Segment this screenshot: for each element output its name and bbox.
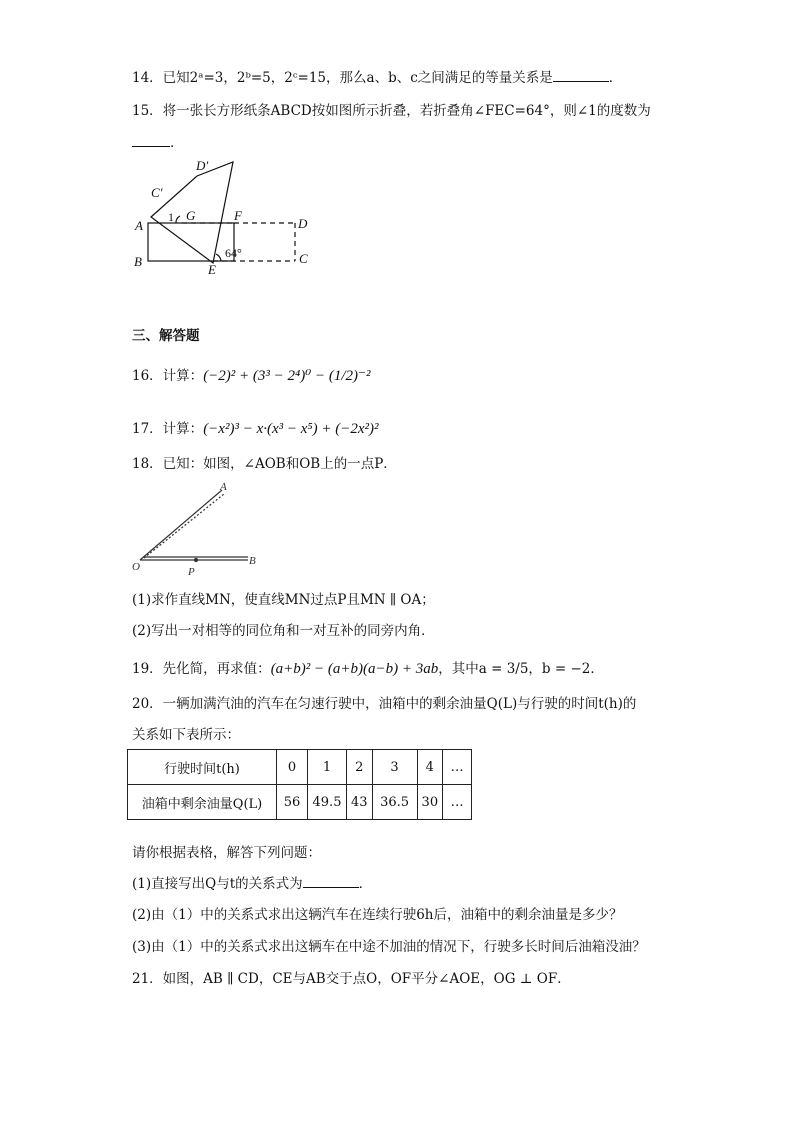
table-cell: 43: [347, 785, 373, 820]
table-cell: 油箱中剩余油量Q(L): [128, 785, 277, 820]
label-B: B: [249, 555, 256, 567]
label-F: F: [234, 208, 242, 223]
q20-part3: (3)由（1）中的关系式求出这辆车在中途不加油的情况下，行驶多长时间后油箱没油？: [132, 939, 646, 955]
q18-part1: (1)求作直线MN，使直线MN过点P且MN ∥ OA；: [132, 592, 435, 608]
q19-expression: (a+b)² − (a+b)(a−b) + 3ab: [270, 661, 439, 677]
table-row: [128, 785, 472, 820]
q15-text: 15．将一张长方形纸条ABCD按如图所示折叠，若折叠角∠FEC=64°，则∠1的度数为: [132, 103, 651, 119]
q20-part2: (2)由（1）中的关系式求出这辆汽车在连续行驶6h后，油箱中的剩余油量是多少？: [132, 907, 623, 923]
q15-answer-blank: [132, 134, 170, 147]
label-B: B: [134, 254, 142, 269]
label-O: O: [132, 561, 140, 573]
table-cell: 0: [277, 750, 308, 785]
q19-condition: ，其中a = 3/5，b = −2．: [438, 661, 604, 677]
ray-OA-shadow: [144, 494, 224, 558]
question-17: [132, 417, 379, 438]
fold-figure: [130, 150, 330, 280]
q15-end: ．: [170, 135, 184, 151]
label-angle: 64°: [225, 246, 242, 260]
q16-expression: (−2)² + (3³ − 2⁴)⁰ − (1/2)⁻²: [203, 368, 371, 384]
label-P: P: [188, 566, 195, 578]
q14-answer-blank: [553, 69, 609, 82]
question-21: 21．如图，AB ∥ CD，CE与AB交于点O，OF平分∠AOE，OG ⊥ OF．: [132, 971, 571, 987]
rectangle-ABFE: [148, 223, 234, 261]
angle-1-arc: [176, 216, 180, 223]
q20-part1-text: (1)直接写出Q与t的关系式为: [132, 876, 303, 892]
table-row: [128, 750, 472, 785]
q16-prefix: 16．计算：: [132, 368, 204, 384]
q15-answer-line: [132, 131, 184, 151]
label-one: 1: [168, 210, 174, 224]
label-A: A: [135, 218, 143, 233]
q18-part2: (2)写出一对相等的同位角和一对互补的同旁内角．: [132, 623, 435, 639]
table-cell: 49.5: [308, 785, 347, 820]
q20-part1: [132, 872, 372, 892]
angle-64-arc: [216, 254, 221, 261]
q17-expression: (−x²)³ − x·(x³ − x⁵) + (−2x²)²: [203, 421, 379, 437]
table-cell: 3: [372, 750, 417, 785]
label-A: A: [220, 481, 227, 493]
fuel-table: [127, 749, 472, 820]
question-20: 20．一辆加满汽油的汽车在匀速行驶中，油箱中的剩余油量Q(L)与行驶的时间t(h)的: [132, 696, 637, 712]
q20-part1-end: ．: [358, 876, 373, 892]
q17-prefix: 17．计算：: [132, 421, 204, 437]
question-18: [132, 452, 397, 472]
label-C1: C′: [151, 185, 163, 200]
q14-text: 14．已知2ᵃ=3，2ᵇ=5，2ᶜ=15，那么a、b、c之间满足的等量关系是: [132, 70, 553, 86]
question-14: [132, 66, 622, 86]
table-cell: 30: [417, 785, 443, 820]
table-cell: 行驶时间t(h): [128, 750, 277, 785]
q20-intro: 请你根据表格，解答下列问题：: [132, 845, 321, 861]
q18-text: 18．已知：如图，∠AOB和OB上的一点P．: [132, 456, 397, 472]
label-G: G: [186, 208, 196, 223]
label-C: C: [299, 251, 308, 266]
q20-answer-blank: [303, 875, 359, 888]
point-P-dot: [195, 559, 198, 562]
angle-AOB-figure: [130, 478, 270, 578]
label-E: E: [208, 262, 216, 277]
q20-line2: 关系如下表所示：: [132, 727, 240, 743]
q19-prefix: 19．先化简，再求值：: [132, 661, 271, 677]
table-cell: 1: [308, 750, 347, 785]
table-cell: …: [443, 785, 472, 820]
table-cell: 36.5: [372, 785, 417, 820]
question-19: [132, 657, 604, 678]
ray-OA: [140, 490, 222, 560]
section-heading: 三、解答题: [132, 328, 200, 344]
question-15: [132, 99, 651, 119]
table-cell: 56: [277, 785, 308, 820]
table-cell: 4: [417, 750, 443, 785]
label-D1: D′: [196, 158, 209, 173]
q14-end: ．: [608, 70, 623, 86]
table-cell: 2: [347, 750, 373, 785]
table-cell: …: [443, 750, 472, 785]
label-D: D: [298, 216, 308, 231]
question-16: [132, 364, 370, 385]
